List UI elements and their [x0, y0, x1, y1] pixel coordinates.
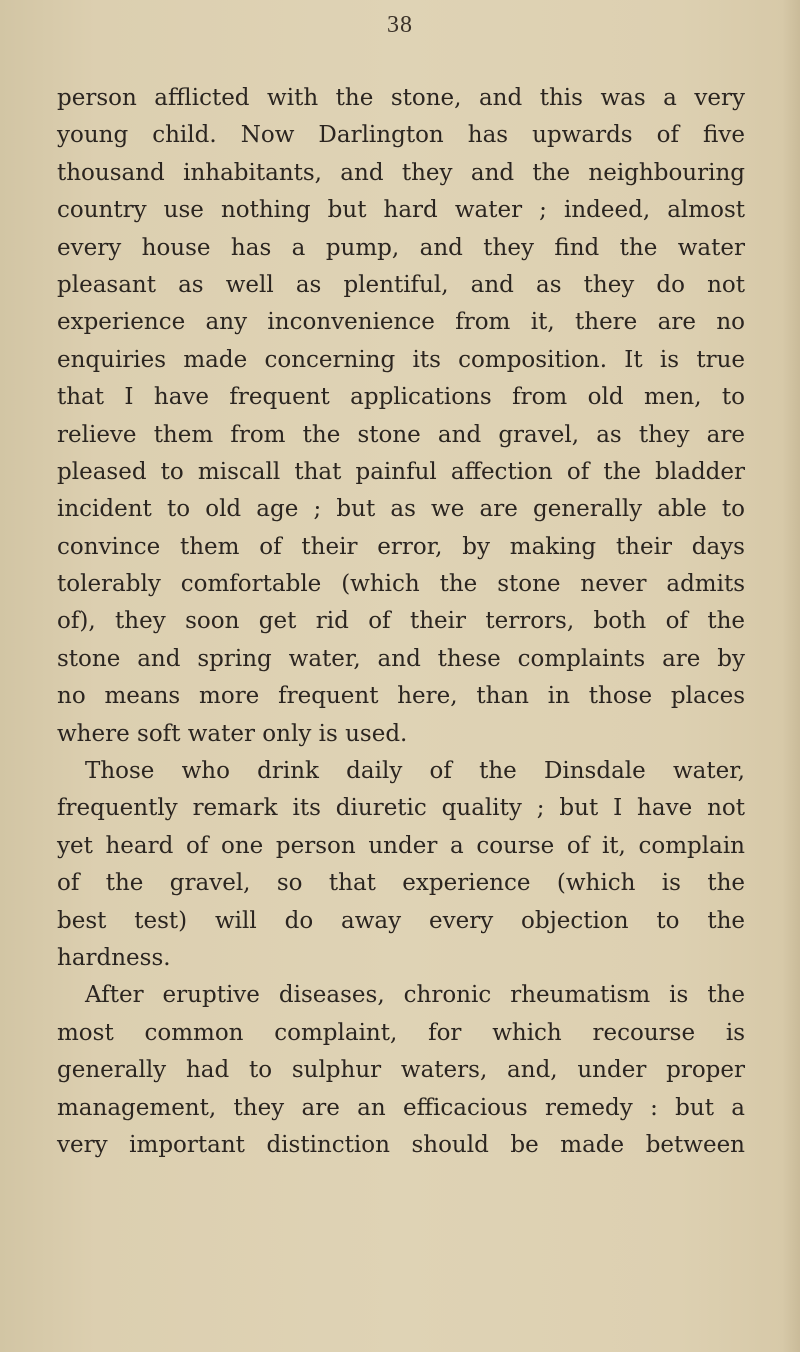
text-line: generally had to sulphur waters, and, under proper: [57, 1057, 745, 1084]
text-line: pleasant as well as plentiful, and as they do not: [57, 271, 745, 298]
text-line: relieve them from the stone and gravel, as they are: [57, 421, 745, 448]
text-line: frequently remark its diuretic quality ; but I have not: [57, 795, 745, 822]
text-line: pleased to miscall that painful affection of the bladder: [57, 458, 745, 485]
text-line: where soft water only is used.: [57, 720, 408, 747]
text-line: very important distinction should be made between: [57, 1131, 745, 1158]
text-line: no means more frequent here, than in those places: [57, 683, 745, 710]
text-line: experience any inconvenience from it, there are no: [57, 309, 745, 336]
text-line: Those who drink daily of the Dinsdale water,: [85, 758, 745, 785]
text-line: convince them of their error, by making their days: [57, 533, 745, 560]
text-line: of), they soon get rid of their terrors, both of the: [57, 608, 745, 635]
text-line: management, they are an efficacious remedy : but a: [57, 1094, 745, 1121]
text-line: best test) will do away every objection to the: [57, 907, 745, 934]
page-number: 38: [387, 12, 413, 38]
text-line: country use nothing but hard water ; indeed, almost: [57, 197, 745, 224]
text-line: tolerably comfortable (which the stone never admits: [57, 571, 745, 598]
text-line: that I have frequent applications from old men, to: [57, 384, 745, 411]
text-line: most common complaint, for which recourse is: [57, 1019, 745, 1046]
body-text: [57, 80, 745, 1164]
text-line: of the gravel, so that experience (which is the: [57, 870, 745, 897]
text-line: enquiries made concerning its composition. It is true: [57, 346, 745, 373]
text-line: stone and spring water, and these complaints are by: [57, 645, 745, 672]
text-line: every house has a pump, and they find the water: [57, 234, 745, 261]
text-line: After eruptive diseases, chronic rheumatism is the: [85, 982, 745, 1009]
text-line: young child. Now Darlington has upwards of five: [57, 122, 745, 149]
text-line: hardness.: [57, 944, 171, 971]
text-line: yet heard of one person under a course of it, complain: [57, 832, 745, 859]
text-line: incident to old age ; but as we are generally able to: [57, 496, 745, 523]
text-line: thousand inhabitants, and they and the neighbouring: [57, 159, 745, 186]
text-line: person afflicted with the stone, and this was a very: [57, 85, 745, 111]
